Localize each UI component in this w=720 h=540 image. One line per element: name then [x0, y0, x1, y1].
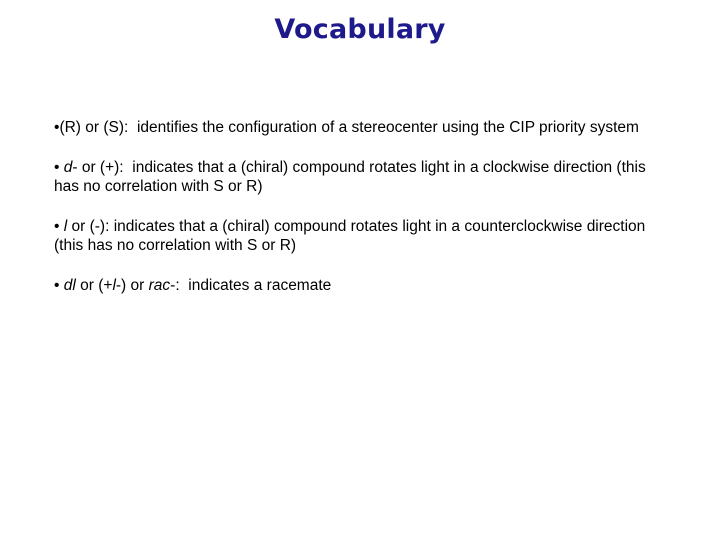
term: -: — [170, 277, 180, 294]
definition: indicates that a (chiral) compound rotates light in a counterclockwise direction (this has no correlation with S or R) — [54, 218, 646, 254]
bullet: • — [54, 277, 60, 294]
term-italic: rac — [148, 277, 171, 294]
bullet: • — [54, 159, 60, 176]
bullet: • — [54, 119, 60, 136]
term-italic: l — [112, 277, 116, 294]
term: (R) or (S): — [59, 119, 129, 136]
definition: indicates that a (chiral) compound rotates light in a clockwise direction (this has no correlation with S or R) — [54, 159, 646, 195]
list-item — [54, 217, 674, 255]
term-italic: dl — [63, 277, 76, 294]
list-item — [54, 276, 674, 295]
term: -) or — [115, 277, 149, 294]
term-italic: d — [63, 159, 73, 176]
bullet: • — [54, 218, 60, 235]
term-italic: l — [63, 218, 68, 235]
list-item — [54, 158, 674, 196]
vocabulary-list — [54, 118, 674, 316]
definition: indicates a racemate — [188, 277, 332, 294]
definition: identifies the configuration of a stereocenter using the CIP priority system — [136, 119, 639, 136]
term: - or (+): — [72, 159, 124, 176]
term: or (-): — [67, 218, 110, 235]
list-item — [54, 118, 674, 137]
term: or (+ — [75, 277, 113, 294]
slide-title: Vocabulary — [274, 14, 446, 45]
